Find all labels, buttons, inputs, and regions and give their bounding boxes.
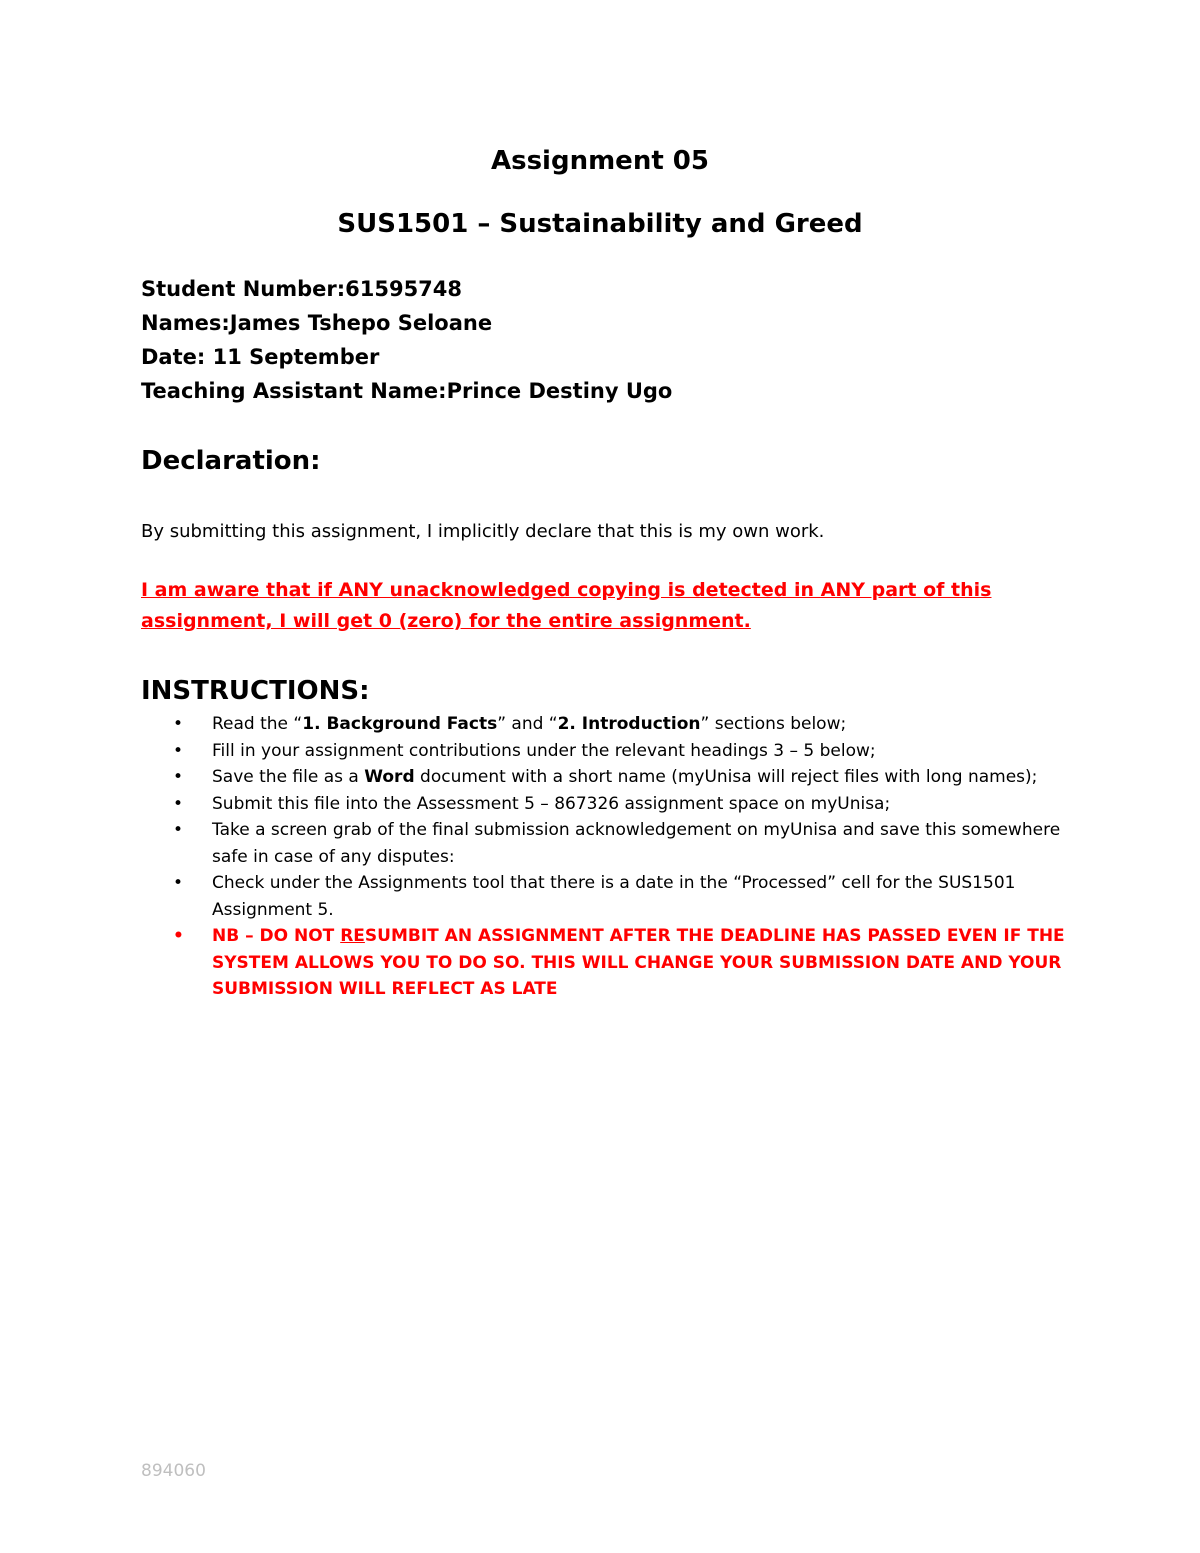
bullet-icon: • <box>173 740 184 761</box>
names-value: James Tshepo Seloane <box>229 311 493 335</box>
ta-value: Prince Destiny Ugo <box>446 379 673 403</box>
list-item <box>173 791 1073 818</box>
item-text: ” sections below; <box>700 714 847 734</box>
list-item-warning <box>173 923 1073 1003</box>
list-item <box>173 764 1073 791</box>
item-bold: Word <box>364 767 415 787</box>
bullet-icon: • <box>173 793 184 814</box>
list-item <box>173 817 1073 870</box>
names-label: Names: <box>141 311 230 335</box>
item-bold: 1. Background Facts <box>302 714 498 734</box>
item-text: NB – DO NOT <box>212 926 341 946</box>
item-text: Read the “ <box>212 714 303 734</box>
student-number-value: 61595748 <box>345 277 463 301</box>
bullet-icon: • <box>173 820 184 840</box>
bullet-icon: • <box>173 767 184 787</box>
bullet-icon: • <box>173 714 184 734</box>
item-text: Fill in your assignment contributions under the relevant headings 3 – 5 below; <box>212 740 876 761</box>
names-line <box>141 306 672 340</box>
student-number-label: Student Number: <box>141 277 346 301</box>
list-item <box>173 711 1073 738</box>
instructions-list <box>173 711 1073 1003</box>
item-text: Take a screen grab of the final submission acknowledgement on myUnisa and save this somewhere safe in case of any disputes: <box>212 820 1061 867</box>
copying-warning: I am aware that if ANY unacknowledged copying is detected in ANY part of this assignment, I will get 0 (zero) for the entire assignment. <box>141 579 992 632</box>
item-text: document with a short name (myUnisa will reject files with long names); <box>414 767 1038 787</box>
bullet-icon: • <box>173 873 184 893</box>
list-item <box>173 870 1073 923</box>
item-text: ” and “ <box>497 714 558 734</box>
item-bold: 2. Introduction <box>557 714 701 734</box>
declaration-heading: Declaration: <box>141 446 321 476</box>
assignment-title: Assignment 05 <box>490 146 709 176</box>
item-text: SUMBIT AN ASSIGNMENT AFTER THE DEADLINE HAS PASSED EVEN IF THE SYSTEM ALLOWS YOU TO DO SO. THIS WILL CHANGE YOUR SUBMISSION DATE AND YOUR SUBMISSION WILL REFLECT AS LATE <box>212 926 1065 999</box>
date-line <box>141 340 672 374</box>
item-underlined: RE <box>340 926 365 946</box>
footer-number: 894060 <box>141 1461 206 1481</box>
item-text: Save the file as a <box>212 767 365 787</box>
date-value: 11 September <box>212 345 380 369</box>
declaration-text: By submitting this assignment, I implicitly declare that this is my own work. <box>141 521 825 542</box>
list-item <box>173 738 1073 765</box>
bullet-icon: • <box>173 926 184 946</box>
student-number-line <box>141 272 672 306</box>
instructions-heading: INSTRUCTIONS: <box>141 676 370 706</box>
date-label: Date: <box>141 345 213 369</box>
student-info <box>141 272 672 408</box>
item-text: Check under the Assignments tool that there is a date in the “Processed” cell for the SUS1501 Assignment 5. <box>212 873 1016 920</box>
course-title: SUS1501 – Sustainability and Greed <box>337 209 863 239</box>
item-text: Submit this file into the Assessment 5 – 867326 assignment space on myUnisa; <box>212 793 891 814</box>
ta-line <box>141 374 672 408</box>
ta-label: Teaching Assistant Name: <box>141 379 447 403</box>
